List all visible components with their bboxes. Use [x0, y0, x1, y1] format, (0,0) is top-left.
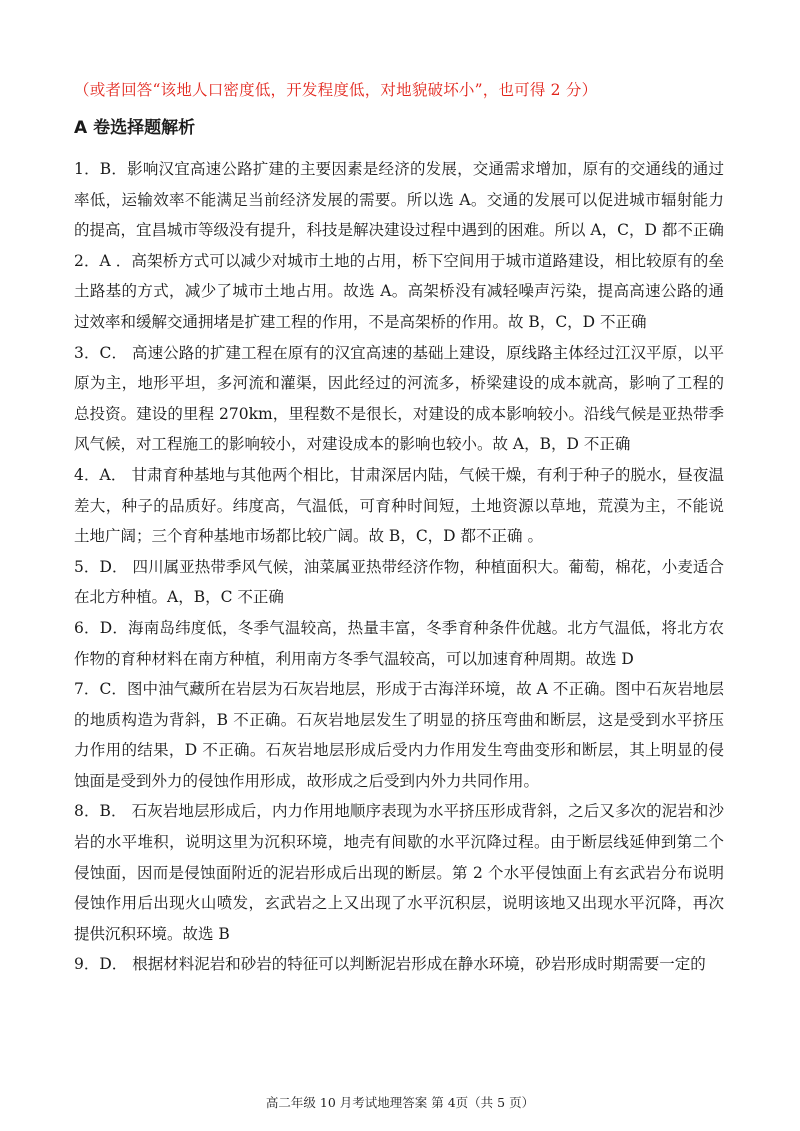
answer-4: 4．A． 甘肃育种基地与其他两个相比，甘肃深居内陆，气候干燥，有利于种子的脱水，昼夜温差大，种子的品质好。纬度高，气温低，可育种时间短，土地资源以草地，荒漠为主，不能说土地广阔；三个育种基地市场都比较广阔。故 B，C，D 都不正确 。 [74, 465, 724, 546]
scoring-note: （或者回答“该地人口密度低，开发程度低，对地貌破坏小”，也可得 2 分） [74, 81, 598, 99]
answer-1: 1．B．影响汉宜高速公路扩建的主要因素是经济的发展，交通需求增加，原有的交通线的通过率低，运输效率不能满足当前经济发展的需要。所以选 A。交通的发展可以促进城市辐射能力的提高，宜昌城市等级没有提升，科技是解决建设过程中遇到的困难。所以 A，C，D 都不正确 [74, 160, 724, 240]
answer-8: 8．B． 石灰岩地层形成后，内力作用地顺序表现为水平挤压形成背斜，之后又多次的泥岩和沙岩的水平堆积，说明这里为沉积环境，地壳有间歇的水平沉降过程。由于断层线延伸到第二个侵蚀面，因而是侵蚀面附近的泥岩形成后出现的断层。第 2 个水平侵蚀面上有玄武岩分布说明侵蚀作用后出现火山喷发，玄武岩之上又出现了水平沉积层，说明该地又出现水平沉降，再次提供沉积环境。故选 B [74, 802, 724, 943]
answer-explanations [74, 154, 724, 980]
answer-2: 2．A ．高架桥方式可以减少对城市土地的占用，桥下空间用于城市道路建设，相比较原有的垒土路基的方式，减少了城市土地占用。故选 A。高架桥没有减轻噪声污染，提高高速公路的通过效率和缓解交通拥堵是扩建工程的作用，不是高架桥的作用。故 B，C，D 不正确 [74, 251, 724, 331]
answer-9: 9．D． 根据材料泥岩和砂岩的特征可以判断泥岩形成在静水环境，砂岩形成时期需要一定的 [74, 955, 706, 974]
answer-7: 7．C．图中油气藏所在岩层为石灰岩地层，形成于古海洋环境，故 A 不正确。图中石灰岩地层的地质构造为背斜，B 不正确。石灰岩地层发生了明显的挤压弯曲和断层，这是受到水平挤压力作用的结果，D 不正确。石灰岩地层形成后受内力作用发生弯曲变形和断层，其上明显的侵蚀面是受到外力的侵蚀作用形成，故形成之后受到内外力共同作用。 [74, 680, 724, 790]
answer-6: 6．D．海南岛纬度低，冬季气温较高，热量丰富，冬季育种条件优越。北方气温低，将北方农作物的育种材料在南方种植，利用南方冬季气温较高，可以加速育种周期。故选 D [74, 618, 724, 668]
answer-3: 3．C． 高速公路的扩建工程在原有的汉宜高速的基础上建设，原线路主体经过江汉平原，以平原为主，地形平坦，多河流和灌渠，因此经过的河流多，桥梁建设的成本就高，影响了工程的总投资。建设的里程 270km，里程数不是很长，对建设的成本影响较小。沿线气候是亚热带季风气候，对工程施工的影响较小，对建设成本的影响也较小。故 A，B，D 不正确 [74, 343, 724, 454]
answer-5: 5．D． 四川属亚热带季风气候，油菜属亚热带经济作物，种植面积大。葡萄，棉花，小麦适合在北方种植。A，B，C 不正确 [74, 557, 724, 607]
section-title: A 卷选择题解析 [74, 118, 196, 138]
page-footer: 高二年级 10 月考试地理答案 第 4页（共 5 页） [265, 1095, 535, 1110]
